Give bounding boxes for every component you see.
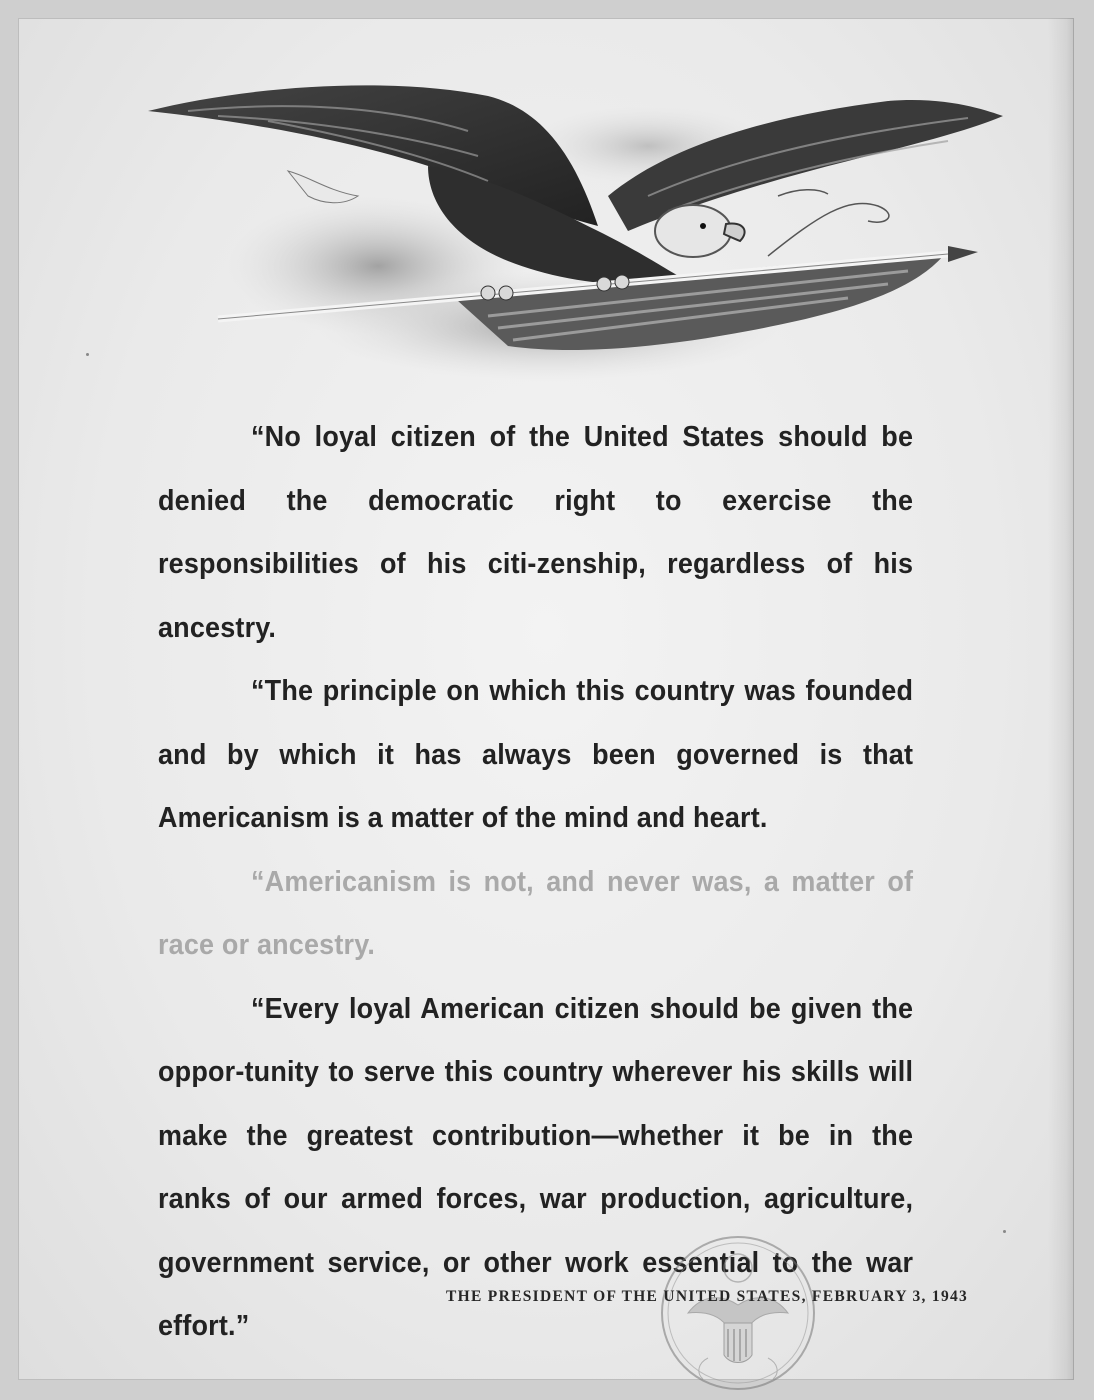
quote-body: [158, 406, 913, 1359]
quote-paragraph-faded: “Americanism is not, and never was, a matter of race or ancestry.: [158, 865, 914, 961]
eagle-carrying-flag-icon: [128, 56, 1008, 386]
paper-speck: [1003, 1230, 1006, 1233]
poster: [18, 18, 1074, 1380]
quote-paragraph: “Every loyal American citizen should be given the oppor-tunity to serve this country wherever his skills will make the greatest contribution—whether it be in the ranks of our armed forces, war production, agriculture, government service, or other work essential to the war effort.”: [158, 992, 914, 1342]
attribution-line: THE PRESIDENT OF THE UNITED STATES, FEBRUARY 3, 1943: [446, 1288, 969, 1305]
paper-fold-shadow: [1048, 18, 1074, 1380]
quote-paragraph: “No loyal citizen of the United States should be denied the democratic right to exercise the responsibilities of his citi-zenship, regardless of his ancestry.: [158, 421, 914, 644]
great-seal-icon: [658, 1233, 818, 1393]
quote-paragraph: “The principle on which this country was founded and by which it has always been governed is that Americanism is a matter of the mind and heart.: [158, 675, 914, 834]
paper-speck: [86, 353, 89, 356]
